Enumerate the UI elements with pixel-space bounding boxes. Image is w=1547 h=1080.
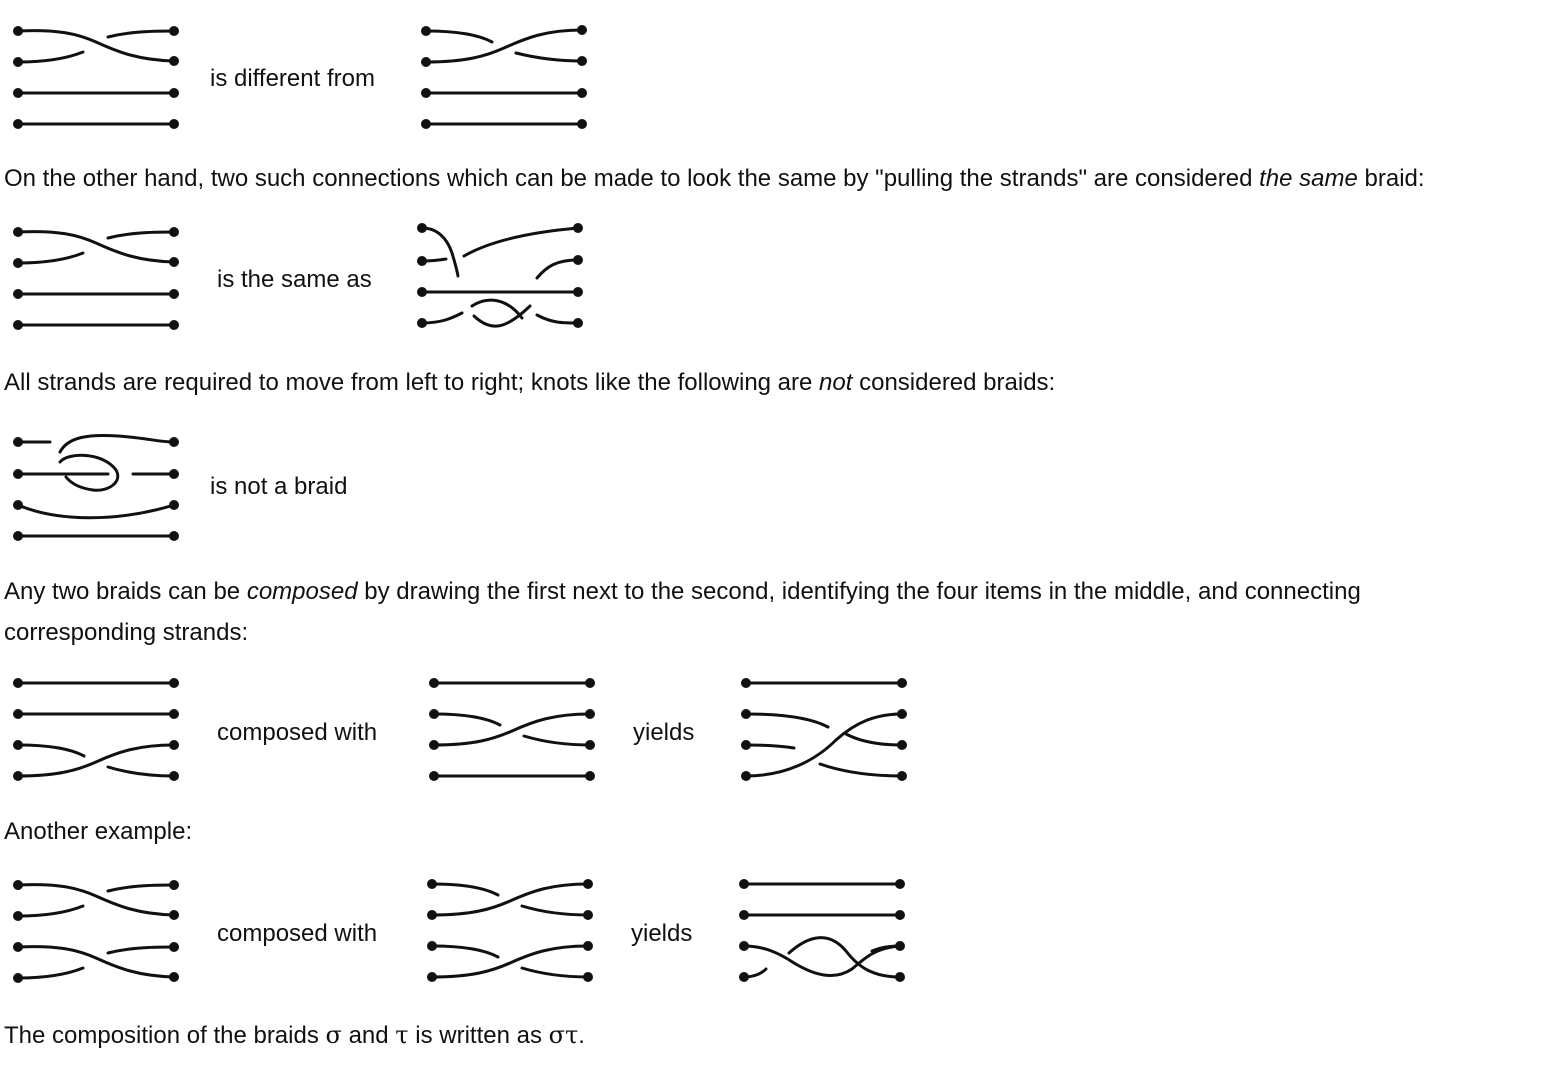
- label-yields-2: yields: [631, 920, 693, 947]
- braid-diagram-sigma3: [8, 672, 184, 787]
- label-is-not-a-braid: is not a braid: [210, 473, 348, 500]
- label-composed-with-2: composed with: [217, 920, 378, 947]
- paragraph-left-to-right: All strands are required to move from left to right; knots like the following are not considered braids:: [4, 369, 1056, 396]
- braid-diagram-sigma3-sigma2: [736, 672, 912, 787]
- braid-diagram-double-twist: [734, 873, 914, 988]
- braid-diagram-sigma1: [8, 20, 184, 135]
- braid-diagram-inverse-pair: [422, 873, 598, 988]
- label-composed-with-1: composed with: [217, 719, 378, 746]
- label-is-the-same-as: is the same as: [217, 266, 372, 293]
- braid-diagram-sigma1-inverse: [416, 20, 592, 135]
- braid-diagram-sigma1-repeat: [8, 221, 184, 336]
- braid-diagram-pulled-strands: [412, 218, 592, 338]
- sigma-tau-symbol: στ: [548, 1021, 579, 1049]
- knot-diagram-not-a-braid: [8, 432, 184, 547]
- paragraph-composition-notation: The composition of the braids σ and τ is written as στ.: [4, 1021, 585, 1049]
- label-yields-1: yields: [633, 719, 695, 746]
- paragraph-composition-line2: corresponding strands:: [4, 619, 249, 646]
- sigma-symbol: σ: [325, 1021, 342, 1049]
- braid-diagram-sigma1-sigma3: [8, 874, 184, 989]
- braid-diagram-sigma2: [424, 672, 600, 787]
- paragraph-another-example: Another example:: [4, 818, 193, 845]
- paragraph-composition: Any two braids can be composed by drawing the first next to the second, identifying the four items in the middle, and connecting: [4, 578, 1361, 605]
- paragraph-same-braid: On the other hand, two such connections which can be made to look the same by "pulling the strands" are considered the same braid:: [4, 165, 1425, 192]
- label-is-different-from: is different from: [210, 65, 375, 92]
- tau-symbol: τ: [395, 1021, 409, 1049]
